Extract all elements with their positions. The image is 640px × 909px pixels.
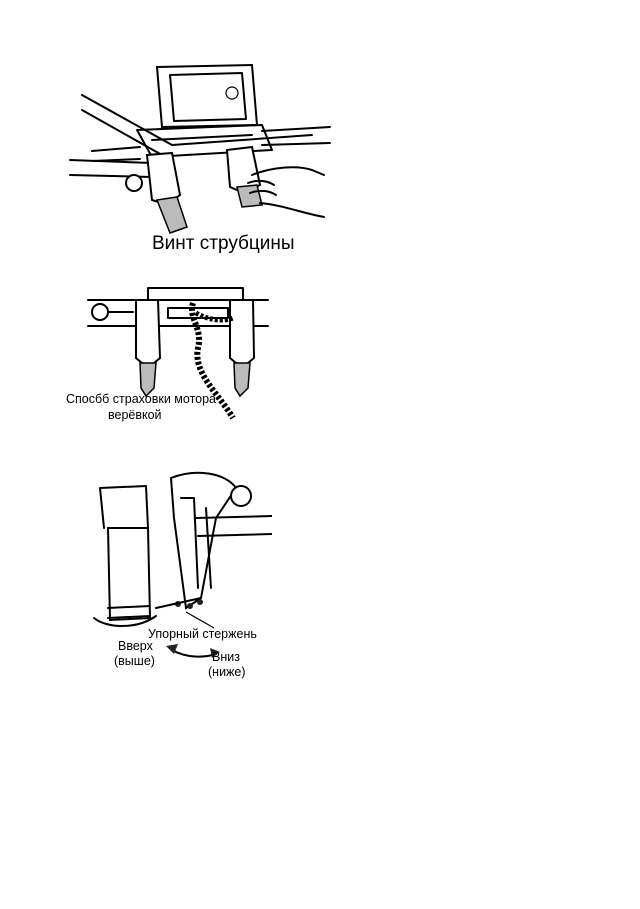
figure-clamp-screw: [62, 55, 332, 260]
figure-stop-rod: [86, 458, 272, 686]
clamp-screw-drawing: [62, 55, 332, 260]
safety-rope-caption-line1: Спосбб страховки мотора: [66, 392, 217, 406]
down-label-line1: Вниз: [212, 650, 240, 664]
down-label-line2: (ниже): [208, 665, 246, 679]
stop-rod-label: Упорный стержень: [148, 627, 257, 641]
figure-safety-rope: [58, 278, 288, 428]
clamp-screw-caption: Винт струбцины: [152, 233, 295, 254]
stop-rod-drawing: [86, 458, 272, 686]
up-label-line2: (выше): [114, 654, 155, 668]
safety-rope-caption-line2: верёвкой: [108, 408, 162, 422]
up-label-line1: Вверх: [118, 639, 153, 653]
